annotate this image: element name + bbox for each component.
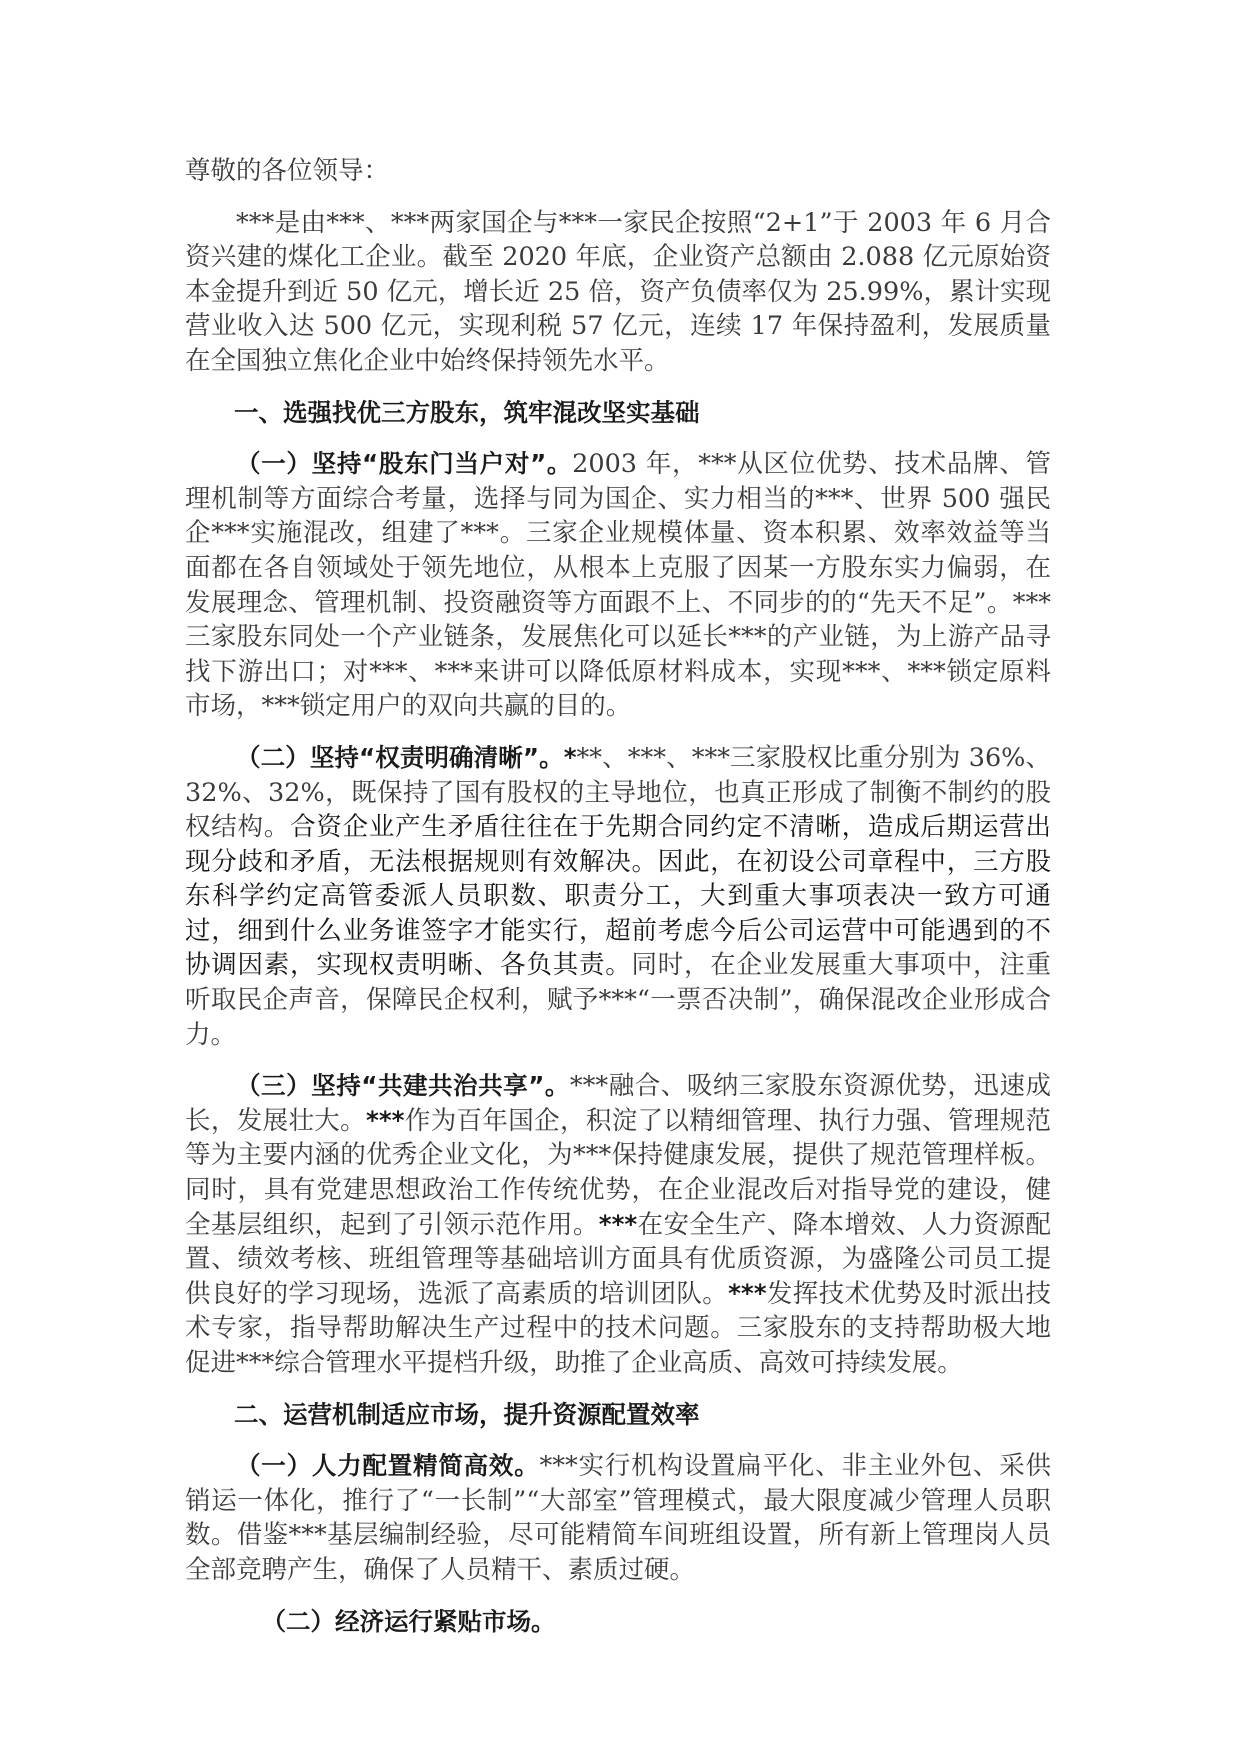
- intro-paragraph: ***是由***、***两家国企与***一家民企按照“2+1”于 2003 年 6 月合资兴建的煤化工企业。截至 2020 年底，企业资产总额由 2.088 亿元原始资本金提升到近 50 亿元，增长近 25 倍，资产负债率仅为 25.99%，累计实现营业收入达 500 亿元，实现利税 57 亿元，连续 17 年保持盈利，发展质量在全国独立焦化企业中始终保持领先水平。: [185, 207, 1051, 376]
- paragraph-body: ***融合、吸纳三家股东资源优势，迅速成长，发展壮大。: [185, 1071, 1051, 1136]
- paragraph-body: 2003 年，***从区位优势、技术品牌、管理机制等方面综合考量，选择与同为国企、实力相当的***、世界 500 强民企***实施混改，组建了***。三家企业规模体量、资本积累、效率效益等当面都在各自领域处于领先地位，从根本上克服了因某一方股东实力偏弱，在发展理念、管理机制、投资融资等方面跟不上、不同步的的“先天不足”。***三家股东同处一个产业链条，发展焦化可以延长***的产业链，为上游产品寻找下游出口；对***、***来讲可以降低原材料成本，实现***、***锁定原料市场，***锁定用户的双向共赢的目的。: [185, 449, 1051, 722]
- section-heading-2: 二、运营机制适应市场，提升资源配置效率: [234, 1399, 700, 1429]
- paragraph-co-build: [185, 1069, 1051, 1380]
- paragraph-lead: （二）经济运行紧贴市场。: [261, 1606, 556, 1636]
- redacted-mark: ***: [728, 1278, 767, 1308]
- paragraph-shareholders: [185, 447, 1051, 724]
- paragraph-body: 同时，在企业发展重大事项中，注重听取民企声音，保障民企权利，赋予***“一票否决制”，确保混改企业形成合力。: [185, 950, 1051, 1050]
- paragraph-economy: [185, 1605, 1051, 1640]
- paragraph-body-emphasis: 合资企业产生矛盾往往在于先期合同约定不清晰，造成后期运营出现分歧和矛盾，无法根据规则有效解决。因此，在初设公司章程中，三方股东科学约定高管委派人员职数、职责分工，大到重大事项表决一致方可通过，细到什么业务谁签字才能实行，超前考虑今后公司运营中可能遇到的不协调因素，实现权责明晰、各负其责。: [185, 812, 1051, 981]
- paragraph-body: 在安全生产、降本增效、人力资源配置、绩效考核、班组管理等基础培训方面具有优质资源，为盛隆公司员工提供良好的学习现场，选派了高素质的培训团队。: [185, 1209, 1051, 1309]
- paragraph-body: **、***、***三家股权比重分别为 36%、32%、32%，既保持了国有股权的主导地位，也真正形成了制衡不制约的股权结构。: [185, 742, 1051, 843]
- document-page: [185, 154, 1051, 1656]
- redacted-mark: ***: [598, 1209, 638, 1239]
- paragraph-body: 发挥技术优势及时派出技术专家，指导帮助解决生产过程中的技术问题。三家股东的支持帮助极大地促进***综合管理水平提档升级，助推了企业高质、高效可持续发展。: [185, 1278, 1051, 1378]
- paragraph-lead: （一）坚持“股东门当户对”。: [236, 449, 573, 479]
- paragraph-responsibilities: [185, 741, 1051, 1052]
- paragraph-manpower: [185, 1449, 1051, 1587]
- paragraph-body: ***实行机构设置扁平化、非主业外包、采供销运一体化，推行了“一长制”“大部室”管理模式，最大限度减少管理人员职数。借鉴***基层编制经验，尽可能精简车间班组设置，所有新上管理岗人员全部竞聘产生，确保了人员精干、素质过硬。: [185, 1451, 1051, 1585]
- section-heading-1: 一、选强找优三方股东，筑牢混改坚实基础: [234, 397, 700, 427]
- paragraph-lead: （一）人力配置精简高效。: [236, 1451, 540, 1481]
- paragraph-lead: （三）坚持“共建共治共享”。: [236, 1071, 570, 1101]
- paragraph-lead: （二）坚持“权责明确清晰”。*: [236, 742, 577, 772]
- redacted-mark: ***: [366, 1105, 405, 1135]
- salutation: 尊敬的各位领导：: [185, 156, 390, 186]
- paragraph-body: 作为百年国企，积淀了以精细管理、执行力强、管理规范等为主要内涵的优秀企业文化，为***保持健康发展，提供了规范管理样板。同时，具有党建思想政治工作传统优势，在企业混改后对指导党的建设，健全基层组织，起到了引领示范作用。: [185, 1105, 1051, 1240]
